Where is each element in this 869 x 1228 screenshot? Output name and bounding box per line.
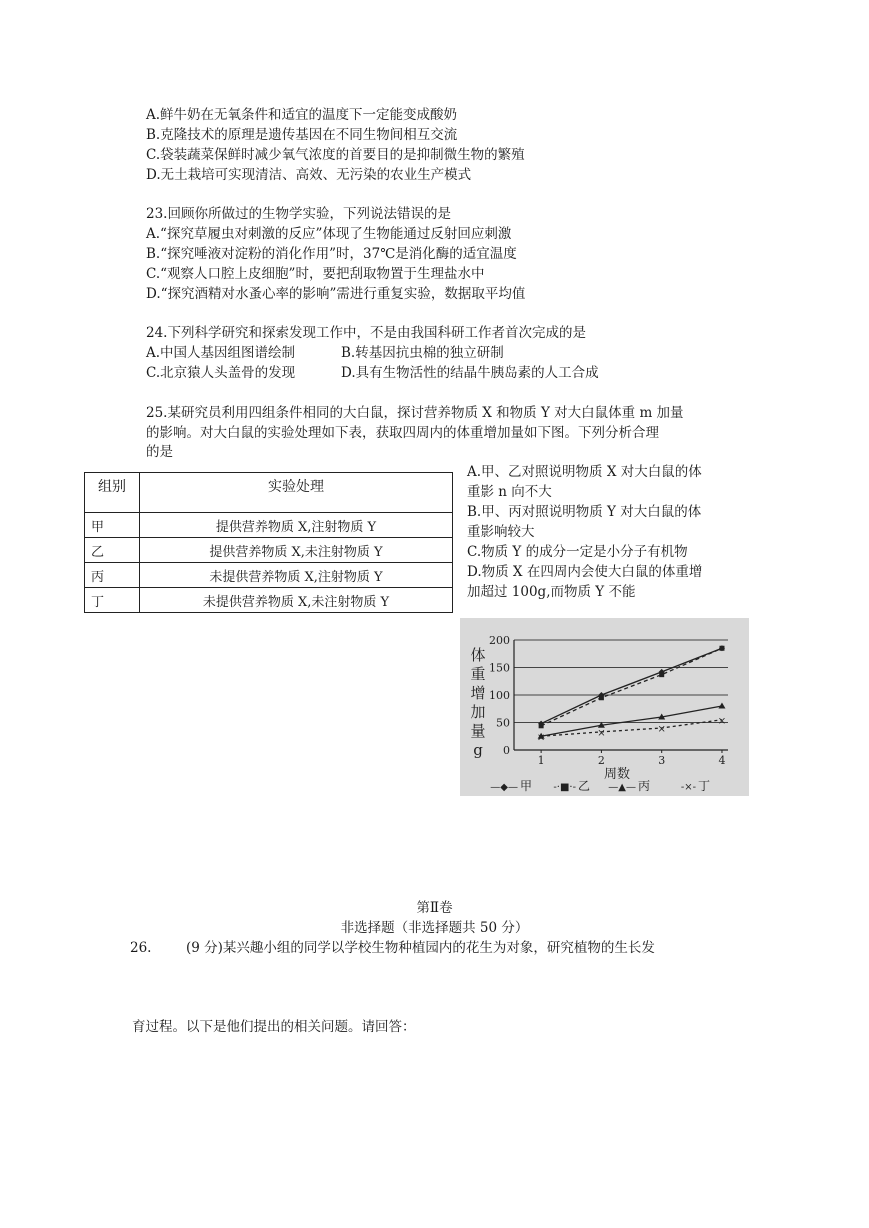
table-row: [85, 538, 453, 563]
chart-ylabel-char: 重: [470, 665, 486, 683]
x-tick-label: 2: [597, 754, 605, 767]
q23-option-a: A.“探究草履虫对刺激的反应”体现了生物能通过反射回应刺激: [146, 226, 512, 242]
section-title: 第Ⅱ卷: [416, 900, 453, 916]
data-point: [539, 723, 544, 728]
weight-gain-chart: [460, 618, 749, 796]
table-row: [85, 513, 453, 538]
data-point: [719, 646, 724, 651]
chart-ylabel-char: 增: [470, 684, 486, 702]
q24-option-a: A.中国人基因组图谱绘制: [146, 345, 296, 361]
table-cell-treatment: 未提供营养物质 X,未注射物质 Y: [140, 588, 453, 613]
legend-label: 乙: [578, 779, 591, 793]
q25-option-b-line1: B.甲、丙对照说明物质 Y 对大白鼠的体: [467, 504, 702, 520]
q23-stem: 23.回顾你所做过的生物学实验，下列说法错误的是: [146, 206, 451, 222]
legend-label: 丙: [638, 779, 651, 793]
y-tick-label: 100: [489, 689, 510, 702]
x-tick-label: 4: [718, 754, 726, 767]
table-cell-group: 丙: [85, 563, 140, 588]
chart-ylabel-char: 加: [470, 703, 486, 721]
q22-option-b: B.克隆技术的原理是遗传基因在不同生物间相互交流: [146, 127, 458, 143]
data-point: [659, 672, 664, 677]
q24-stem: 24.下列科学研究和探索发现工作中，不是由我国科研工作者首次完成的是: [146, 325, 586, 341]
q24-option-d: D.具有生物活性的结晶牛胰岛素的人工合成: [341, 365, 599, 381]
data-point: ×: [657, 724, 666, 735]
q25-stem-line2: 的影响。对大白鼠的实验处理如下表，获取四周内的体重增加量如下图。下列分析合理: [146, 425, 659, 441]
x-tick-label: 3: [658, 754, 666, 767]
data-point: ×: [597, 727, 606, 739]
data-point: [599, 695, 604, 700]
data-point: ×: [717, 715, 727, 727]
q23-option-c: C.“观察人口腔上皮细胞”时，要把刮取物置于生理盐水中: [146, 266, 485, 282]
q22-option-d: D.无土栽培可实现清洁、高效、无污染的农业生产模式: [146, 167, 472, 183]
legend-marker: -·■·-: [553, 782, 576, 793]
q25-option-a-line1: A.甲、乙对照说明物质 X 对大白鼠的体: [467, 464, 702, 480]
q25-stem-line1: 25.某研究员利用四组条件相同的大白鼠，探讨营养物质 X 和物质 Y 对大白鼠体重 m 加量: [146, 405, 684, 421]
chart-ylabel-char: 体: [470, 646, 486, 664]
data-point: ×: [536, 732, 546, 744]
table-header-row: [85, 473, 453, 513]
table-row: [85, 588, 453, 613]
q25-option-b-line2: 重影响较大: [467, 524, 535, 540]
treatment-table: [84, 472, 453, 613]
section-subtitle: 非选择题（非选择题共 50 分）: [340, 920, 529, 936]
chart-ylabel-char: 量: [470, 722, 486, 740]
table-cell-group: 丁: [85, 588, 140, 613]
q25-option-d-line1: D.物质 X 在四周内会使大白鼠的体重增: [467, 564, 703, 580]
table-cell-group: 甲: [85, 513, 140, 538]
table-header-group: 组别: [85, 473, 140, 513]
q22-option-c: C.袋装蔬菜保鲜时减少氧气浓度的首要目的是抑制微生物的繁殖: [146, 147, 525, 163]
q24-option-c: C.北京猿人头盖骨的发现: [146, 365, 296, 381]
legend-marker: -×-: [680, 782, 696, 793]
table-header-treatment: 实验处理: [140, 473, 453, 513]
q22-option-a: A.鲜牛奶在无氧条件和适宜的温度下一定能变成酸奶: [146, 107, 458, 123]
x-tick-label: 1: [537, 754, 545, 767]
chart-xlabel: 周数: [603, 767, 631, 782]
table-cell-treatment: 提供营养物质 X,未注射物质 Y: [140, 538, 453, 563]
q26-number: 26.: [130, 940, 152, 956]
q26-line1: (9 分)某兴趣小组的同学以学校生物种植园内的花生为对象，研究植物的生长发: [186, 940, 655, 956]
q25-option-d-line2: 加超过 100g,而物质 Y 不能: [467, 584, 636, 600]
q25-option-a-line2: 重影 n 向不大: [467, 484, 552, 500]
legend-label: 甲: [520, 779, 533, 793]
q23-option-d: D.“探究酒精对水蚤心率的影响”需进行重复实验，数据取平均值: [146, 286, 526, 302]
y-tick-label: 200: [489, 634, 510, 647]
legend-marker: —◆—: [490, 782, 518, 793]
chart-ylabel-char: g: [473, 741, 483, 759]
y-tick-label: 0: [503, 744, 510, 757]
legend-marker: —▲—: [608, 782, 636, 793]
q24-option-b: B.转基因抗虫棉的独立研制: [341, 345, 504, 361]
q26-line2: 育过程。以下是他们提出的相关问题。请回答：: [132, 1019, 416, 1035]
y-tick-label: 150: [489, 661, 510, 675]
table-row: [85, 563, 453, 588]
table-cell-treatment: 未提供营养物质 X,注射物质 Y: [140, 563, 453, 588]
table-cell-group: 乙: [85, 538, 140, 563]
q25-option-c: C.物质 Y 的成分一定是小分子有机物: [467, 544, 688, 560]
table-cell-treatment: 提供营养物质 X,注射物质 Y: [140, 513, 453, 538]
y-tick-label: 50: [496, 716, 510, 730]
legend-label: 丁: [698, 779, 711, 793]
q25-stem-line3: 的是: [146, 444, 173, 460]
q23-option-b: B.“探究唾液对淀粉的消化作用”时，37℃是消化酶的适宜温度: [146, 246, 517, 262]
